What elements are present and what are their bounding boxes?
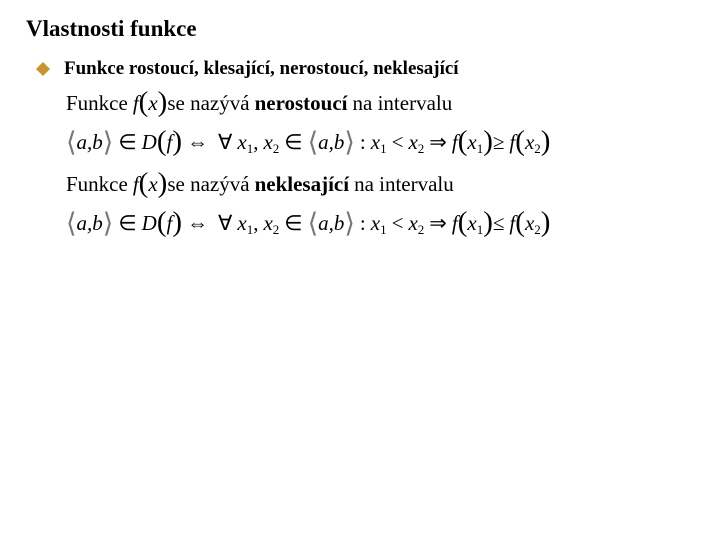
colon-symbol: : xyxy=(359,211,366,235)
interval: a,b xyxy=(76,211,103,235)
domain-function: D xyxy=(141,211,157,235)
subscript-2: 2 xyxy=(272,141,280,156)
function-name: f xyxy=(509,211,516,235)
subscript-1: 1 xyxy=(476,141,484,156)
element-of-symbol: ∈ xyxy=(284,130,303,154)
subscript-1: 1 xyxy=(476,222,484,237)
relation-symbol: ≤ xyxy=(492,211,505,235)
subscript-2: 2 xyxy=(417,222,425,237)
bullet-text: Funkce rostoucí, klesající, nerostoucí, neklesající xyxy=(64,58,459,79)
variable-x2: x xyxy=(524,211,535,235)
relation-symbol: ≥ xyxy=(492,130,505,154)
colon-symbol: : xyxy=(359,130,366,154)
interval: a,b xyxy=(76,130,103,154)
statement-suffix: na intervalu xyxy=(352,91,453,115)
statement-suffix: na intervalu xyxy=(354,172,454,196)
domain-argument: f xyxy=(166,130,173,154)
variable-x2: x xyxy=(524,130,535,154)
statement-middle: se nazývá xyxy=(167,91,250,115)
interval: a,b xyxy=(318,211,345,235)
element-of-symbol: ∈ xyxy=(284,211,303,235)
subscript-2: 2 xyxy=(417,141,425,156)
implies-symbol: ⇒ xyxy=(429,211,447,235)
variable-x2: x xyxy=(263,130,273,154)
definition-neklesajici xyxy=(66,166,551,241)
slide-title: Vlastnosti funkce xyxy=(26,16,197,41)
definition-nerostouci xyxy=(66,85,551,160)
iff-symbol: ⇔ xyxy=(187,130,208,154)
subscript-1: 1 xyxy=(380,141,387,156)
function-name: f xyxy=(132,91,139,115)
subscript-1: 1 xyxy=(380,222,387,237)
variable-x1: x xyxy=(467,211,477,235)
subscript-2: 2 xyxy=(534,141,541,156)
less-than-symbol: < xyxy=(391,211,404,235)
function-name: f xyxy=(451,130,458,154)
variable-x2: x xyxy=(408,130,418,154)
implies-symbol: ⇒ xyxy=(429,130,447,154)
variable-x1: x xyxy=(467,130,477,154)
property-name: nerostoucí xyxy=(254,91,348,115)
statement-prefix: Funkce xyxy=(66,91,128,115)
forall-symbol: ∀ xyxy=(218,130,233,154)
element-of-symbol: ∈ xyxy=(118,130,137,154)
statement-middle: se nazývá xyxy=(167,172,250,196)
subscript-1: 1 xyxy=(246,222,254,237)
definition-statement: Funkce f ( x ) se nazývá neklesající na intervalu xyxy=(66,166,454,199)
definition-statement: Funkce f ( x ) se nazývá nerostoucí na intervalu xyxy=(66,85,453,118)
variable-x1: x xyxy=(370,211,381,235)
definition-condition: ⟨ a,b ⟩ ∈ D ( f ) ⇔ ∀ x 1 , x 2 ∈ ⟨ a,b ⟩ : x 1 < x 2 ⇒ f ( x 1 ) ≥ f ( x 2 ) xyxy=(66,124,550,160)
variable-x1: x xyxy=(237,211,247,235)
subscript-1: 1 xyxy=(246,141,254,156)
variable-x1: x xyxy=(370,130,381,154)
less-than-symbol: < xyxy=(391,130,404,154)
domain-function: D xyxy=(141,130,157,154)
variable-x2: x xyxy=(263,211,273,235)
diamond-bullet-icon xyxy=(36,62,50,76)
variable-x1: x xyxy=(237,130,247,154)
forall-symbol: ∀ xyxy=(218,211,233,235)
definition-condition: ⟨ a,b ⟩ ∈ D ( f ) ⇔ ∀ x 1 , x 2 ∈ ⟨ a,b ⟩ : x 1 < x 2 ⇒ f ( x 1 ) ≤ f ( x 2 ) xyxy=(66,205,550,241)
statement-prefix: Funkce xyxy=(66,172,128,196)
interval: a,b xyxy=(318,130,345,154)
property-name: neklesající xyxy=(254,172,350,196)
domain-argument: f xyxy=(166,211,173,235)
subscript-2: 2 xyxy=(272,222,280,237)
variable-x2: x xyxy=(408,211,418,235)
function-variable: x xyxy=(148,91,158,115)
function-name: f xyxy=(451,211,458,235)
iff-symbol: ⇔ xyxy=(187,211,208,235)
bullet-item xyxy=(36,56,459,82)
function-variable: x xyxy=(148,172,158,196)
element-of-symbol: ∈ xyxy=(118,211,137,235)
function-name: f xyxy=(509,130,516,154)
function-name: f xyxy=(132,172,139,196)
subscript-2: 2 xyxy=(534,222,541,237)
